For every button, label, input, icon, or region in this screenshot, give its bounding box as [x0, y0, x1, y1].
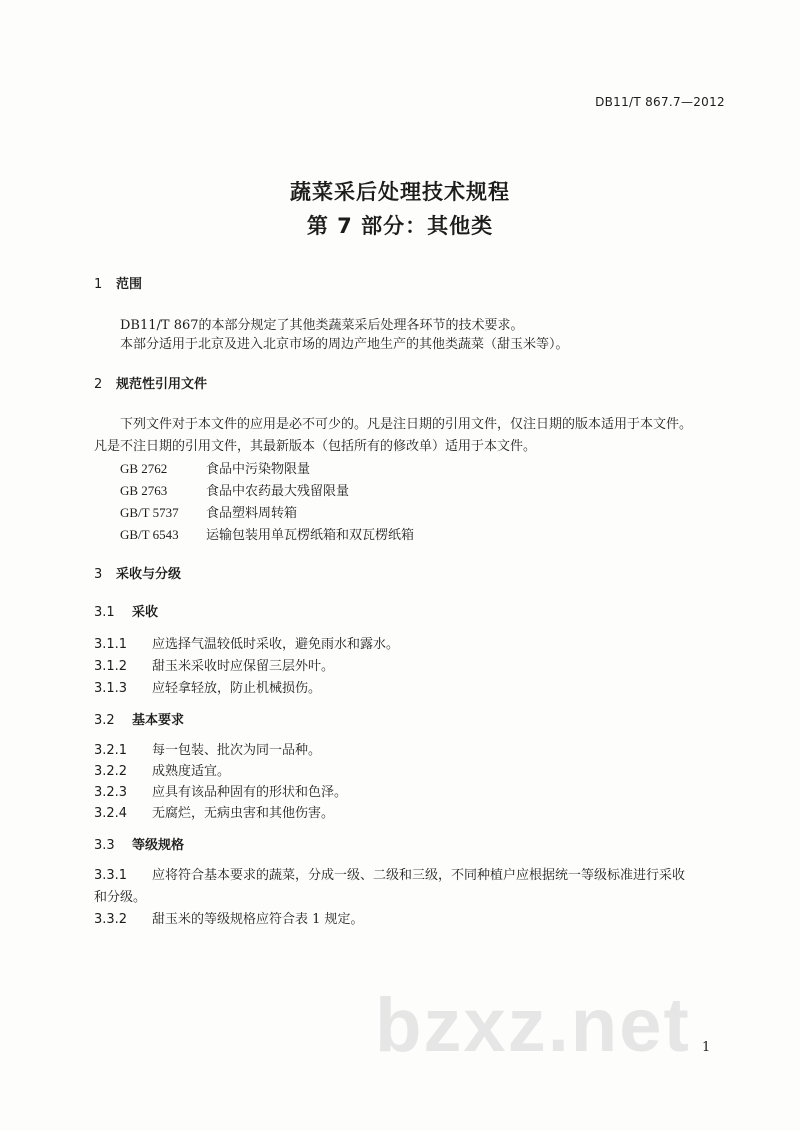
- clause-text: 应选择气温较低时采收，避免雨水和露水。: [152, 637, 400, 652]
- reference-title: 食品塑料周转箱: [206, 506, 298, 521]
- paragraph-continuation: 凡是不注日期的引用文件，其最新版本（包括所有的修改单）适用于本文件。: [94, 439, 537, 454]
- document-title: 蔬菜采后处理技术规程: [290, 180, 510, 204]
- paragraph: 下列文件对于本文件的应用是必不可少的。凡是注日期的引用文件，仅注日期的版本适用于本文件。: [120, 417, 693, 432]
- clause-number: 3.3.1: [94, 868, 128, 883]
- clause-number: 3.2.3: [94, 785, 128, 800]
- subsection-title: 采收: [132, 605, 159, 620]
- subsection-heading: [94, 713, 184, 729]
- clause-item: [94, 912, 364, 928]
- reference-code: GB 2763: [120, 483, 168, 498]
- subsection-heading: [94, 605, 158, 621]
- section-title: 采收与分级: [116, 567, 182, 582]
- subsection-number: 3.1: [94, 605, 115, 620]
- clause-item: [94, 681, 321, 697]
- page-number: 1: [702, 1040, 711, 1055]
- reference-item: [120, 461, 310, 478]
- clause-item: [94, 868, 685, 884]
- clause-number: 3.2.1: [94, 743, 128, 758]
- clause-number: 3.2.4: [94, 806, 128, 821]
- subsection-number: 3.2: [94, 713, 115, 728]
- clause-number: 3.1.3: [94, 681, 128, 696]
- reference-code: GB 2762: [120, 461, 168, 476]
- clause-text: 每一包装、批次为同一品种。: [152, 743, 322, 758]
- section-heading: [94, 567, 181, 583]
- section-number: 3: [94, 567, 103, 582]
- reference-item: [120, 483, 349, 500]
- clause-text: 应具有该品种固有的形状和色泽。: [152, 785, 348, 800]
- clause-text: 应将符合基本要求的蔬菜，分成一级、二级和三级，不同种植户应根据统一等级标准进行采收: [152, 868, 686, 883]
- subsection-title: 基本要求: [132, 713, 185, 728]
- clause-number: 3.2.2: [94, 764, 128, 779]
- section-title: 范围: [116, 277, 143, 292]
- reference-code: GB/T 6543: [120, 527, 179, 542]
- reference-title: 食品中农药最大残留限量: [206, 484, 350, 499]
- reference-item: [120, 505, 297, 522]
- section-heading: [94, 277, 142, 293]
- reference-title: 食品中污染物限量: [206, 462, 311, 477]
- section-number: 2: [94, 377, 103, 392]
- subsection-heading: [94, 838, 184, 854]
- standard-code: DB11/T 867.7—2012: [595, 95, 725, 109]
- clause-text: 应轻拿轻放，防止机械损伤。: [152, 681, 322, 696]
- reference-code: GB/T 5737: [120, 505, 179, 520]
- clause-item: [94, 743, 321, 759]
- watermark: bzxz.net: [375, 983, 691, 1068]
- clause-text: 甜玉米采收时应保留三层外叶。: [152, 659, 335, 674]
- clause-item: [94, 659, 334, 675]
- clause-text: 成熟度适宜。: [152, 764, 231, 779]
- section-heading: [94, 377, 207, 393]
- clause-continuation: 和分级。: [94, 890, 147, 905]
- document-subtitle: 第 7 部分：其他类: [306, 214, 494, 238]
- clause-number: 3.1.1: [94, 637, 128, 652]
- reference-item: [120, 527, 414, 544]
- clause-text: 无腐烂，无病虫害和其他伤害。: [152, 806, 335, 821]
- subsection-title: 等级规格: [132, 838, 185, 853]
- subsection-number: 3.3: [94, 838, 115, 853]
- paragraph: DB11/T 867的本部分规定了其他类蔬菜采后处理各环节的技术要求。: [120, 318, 524, 333]
- clause-number: 3.1.2: [94, 659, 128, 674]
- clause-number: 3.3.2: [94, 912, 128, 927]
- reference-title: 运输包装用单瓦楞纸箱和双瓦楞纸箱: [206, 528, 415, 543]
- section-title: 规范性引用文件: [116, 377, 208, 392]
- clause-item: [94, 785, 347, 801]
- clause-text: 甜玉米的等级规格应符合表 1 规定。: [152, 912, 364, 927]
- section-number: 1: [94, 277, 103, 292]
- paragraph: 本部分适用于北京及进入北京市场的周边产地生产的其他类蔬菜（甜玉米等）。: [120, 337, 569, 352]
- clause-item: [94, 806, 334, 822]
- clause-item: [94, 637, 399, 653]
- clause-item: [94, 764, 230, 780]
